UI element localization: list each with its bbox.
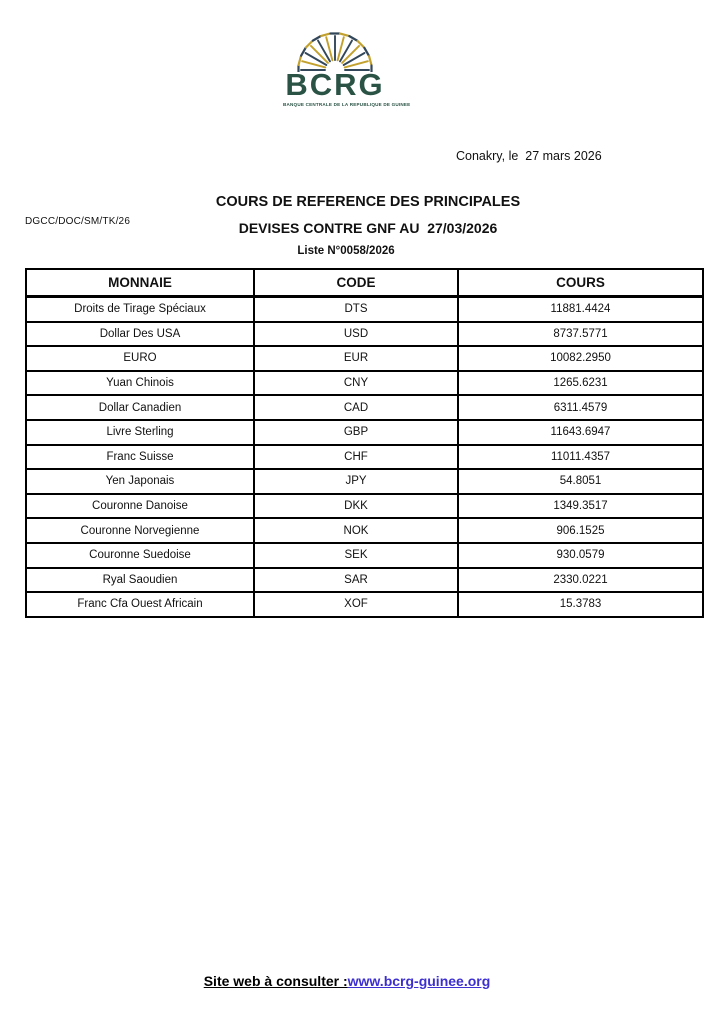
reference-code: DGCC/DOC/SM/TK/26 bbox=[25, 216, 131, 227]
rate-value-cell: 906.1525 bbox=[458, 518, 703, 543]
rate-value-cell: 15.3783 bbox=[458, 592, 703, 617]
rate-value-cell: 6311.4579 bbox=[458, 395, 703, 420]
logo-tagline: BANQUE CENTRALE DE LA REPUBLIQUE DE GUINEE bbox=[283, 102, 411, 107]
table-row bbox=[26, 322, 703, 347]
rate-value-cell: 1265.6231 bbox=[458, 371, 703, 396]
table-row bbox=[26, 346, 703, 371]
rate-value-cell: 11643.6947 bbox=[458, 420, 703, 445]
list-number: Liste N°0058/2026 bbox=[297, 245, 395, 257]
currency-code-cell: XOF bbox=[254, 592, 458, 617]
currency-name-cell: EURO bbox=[26, 346, 254, 371]
table-row bbox=[26, 592, 703, 617]
rate-value-cell: 54.8051 bbox=[458, 469, 703, 494]
currency-code-cell: DKK bbox=[254, 494, 458, 519]
currency-code-cell: SEK bbox=[254, 543, 458, 568]
logo-acronym: BCRG bbox=[285, 67, 385, 102]
column-header-monnaie: MONNAIE bbox=[26, 269, 254, 297]
currency-name-cell: Franc Cfa Ouest Africain bbox=[26, 592, 254, 617]
currency-code-cell: DTS bbox=[254, 297, 458, 322]
currency-code-cell: CNY bbox=[254, 371, 458, 396]
currency-code-cell: CAD bbox=[254, 395, 458, 420]
footer-label: Site web à consulter : bbox=[203, 973, 348, 989]
rate-value-cell: 8737.5771 bbox=[458, 322, 703, 347]
footer bbox=[0, 973, 694, 989]
currency-code-cell: NOK bbox=[254, 518, 458, 543]
currency-name-cell: Livre Sterling bbox=[26, 420, 254, 445]
table-row bbox=[26, 395, 703, 420]
sunburst-rays-icon bbox=[283, 16, 387, 72]
currency-code-cell: GBP bbox=[254, 420, 458, 445]
currency-code-cell: USD bbox=[254, 322, 458, 347]
column-header-cours: COURS bbox=[458, 269, 703, 297]
table-header-row bbox=[26, 269, 703, 297]
currency-code-cell: JPY bbox=[254, 469, 458, 494]
currency-name-cell: Dollar Des USA bbox=[26, 322, 254, 347]
bcrg-logo bbox=[283, 16, 411, 107]
currency-name-cell: Couronne Suedoise bbox=[26, 543, 254, 568]
website-link[interactable]: www.bcrg-guinee.org bbox=[347, 973, 491, 989]
table-row bbox=[26, 568, 703, 593]
title-line2: DEVISES CONTRE GNF AU 27/03/2026 bbox=[238, 220, 498, 236]
rate-value-cell: 1349.3517 bbox=[458, 494, 703, 519]
currency-code-cell: EUR bbox=[254, 346, 458, 371]
column-header-code: CODE bbox=[254, 269, 458, 297]
table-row bbox=[26, 371, 703, 396]
rate-value-cell: 11011.4357 bbox=[458, 445, 703, 470]
rate-value-cell: 10082.2950 bbox=[458, 346, 703, 371]
currency-name-cell: Franc Suisse bbox=[26, 445, 254, 470]
currency-name-cell: Couronne Danoise bbox=[26, 494, 254, 519]
currency-name-cell: Dollar Canadien bbox=[26, 395, 254, 420]
document-title bbox=[12, 194, 724, 257]
currency-name-cell: Yuan Chinois bbox=[26, 371, 254, 396]
table-row bbox=[26, 469, 703, 494]
date-line: Conakry, le 27 mars 2026 bbox=[456, 149, 602, 163]
table-row bbox=[26, 420, 703, 445]
title-line1: COURS DE REFERENCE DES PRINCIPALES bbox=[215, 194, 521, 210]
table-row bbox=[26, 543, 703, 568]
rate-value-cell: 2330.0221 bbox=[458, 568, 703, 593]
currency-name-cell: Couronne Norvegienne bbox=[26, 518, 254, 543]
table-row bbox=[26, 297, 703, 322]
currency-code-cell: SAR bbox=[254, 568, 458, 593]
currency-name-cell: Yen Japonais bbox=[26, 469, 254, 494]
table-row bbox=[26, 518, 703, 543]
currency-name-cell: Ryal Saoudien bbox=[26, 568, 254, 593]
rate-value-cell: 930.0579 bbox=[458, 543, 703, 568]
table-row bbox=[26, 445, 703, 470]
exchange-rates-table bbox=[25, 268, 704, 618]
currency-code-cell: CHF bbox=[254, 445, 458, 470]
currency-name-cell: Droits de Tirage Spéciaux bbox=[26, 297, 254, 322]
table-row bbox=[26, 494, 703, 519]
rate-value-cell: 11881.4424 bbox=[458, 297, 703, 322]
